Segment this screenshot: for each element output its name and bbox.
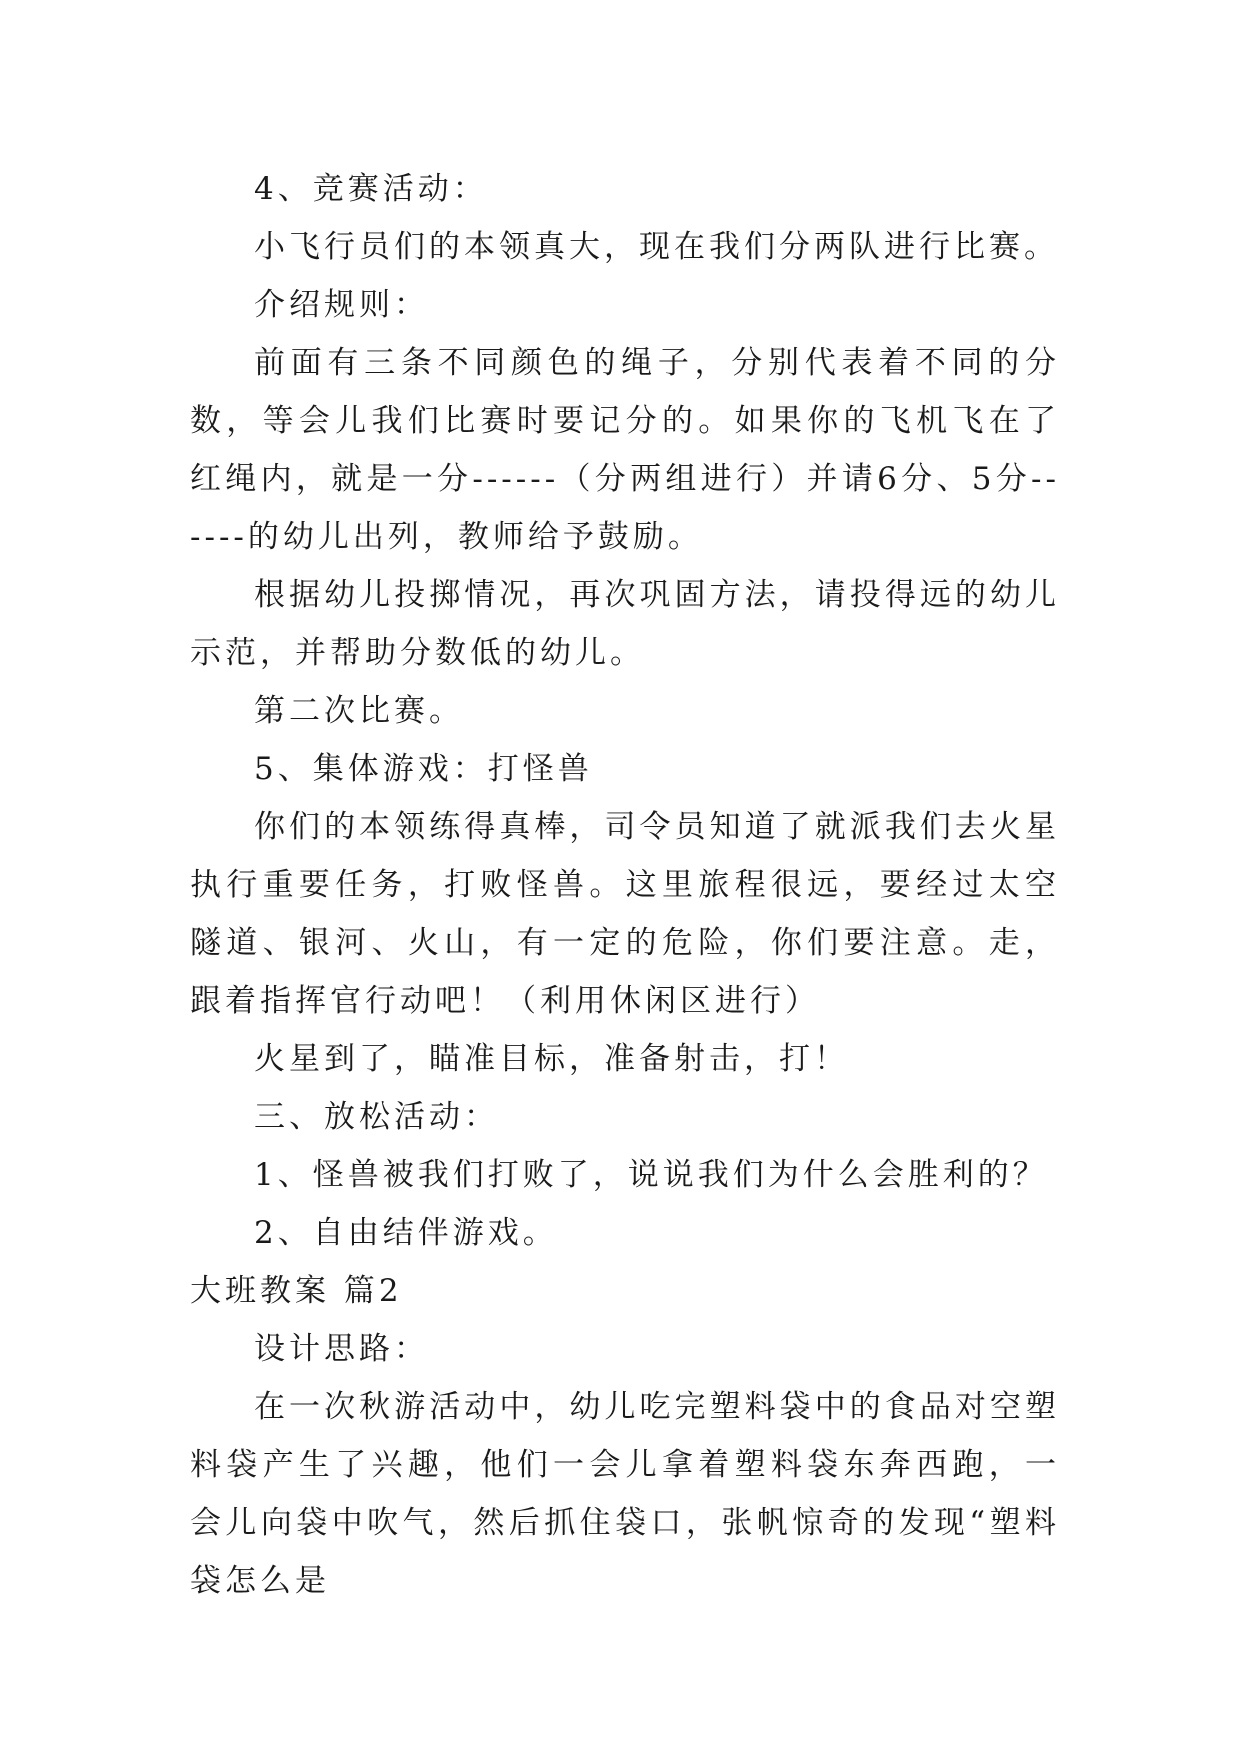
document-body [190, 160, 1060, 1610]
paragraph: 你们的本领练得真棒，司令员知道了就派我们去火星执行重要任务，打败怪兽。这里旅程很远，要经过太空隧道、银河、火山，有一定的危险，你们要注意。走，跟着指挥官行动吧！（利用休闲区进行） [190, 809, 1060, 1019]
subheading-design-idea: 设计思路： [254, 1331, 429, 1367]
lesson-plan-title: 大班教案 篇2 [190, 1273, 403, 1309]
paragraph: 前面有三条不同颜色的绳子，分别代表着不同的分数，等会儿我们比赛时要记分的。如果你的飞机飞在了红绳内，就是一分------（分两组进行）并请6分、5分------的幼儿出列，教师给予鼓励。 [190, 345, 1060, 555]
section-heading-group-game: 5、集体游戏：打怪兽 [254, 751, 593, 787]
list-item: 2、自由结伴游戏。 [254, 1215, 558, 1251]
paragraph: 火星到了，瞄准目标，准备射击，打！ [254, 1041, 849, 1077]
list-item: 1、怪兽被我们打败了，说说我们为什么会胜利的？ [254, 1157, 1048, 1193]
paragraph: 根据幼儿投掷情况，再次巩固方法，请投得远的幼儿示范，并帮助分数低的幼儿。 [190, 577, 1060, 671]
section-heading-relax: 三、放松活动： [254, 1099, 499, 1135]
paragraph: 第二次比赛。 [254, 693, 464, 729]
paragraph: 在一次秋游活动中，幼儿吃完塑料袋中的食品对空塑料袋产生了兴趣，他们一会儿拿着塑料袋东奔西跑，一会儿向袋中吹气，然后抓住袋口，张帆惊奇的发现“塑料袋怎么是 [190, 1389, 1060, 1599]
subheading-rules: 介绍规则： [254, 287, 429, 323]
section-heading-competition: 4、竞赛活动： [254, 171, 488, 207]
paragraph: 小飞行员们的本领真大，现在我们分两队进行比赛。 [254, 229, 1059, 265]
